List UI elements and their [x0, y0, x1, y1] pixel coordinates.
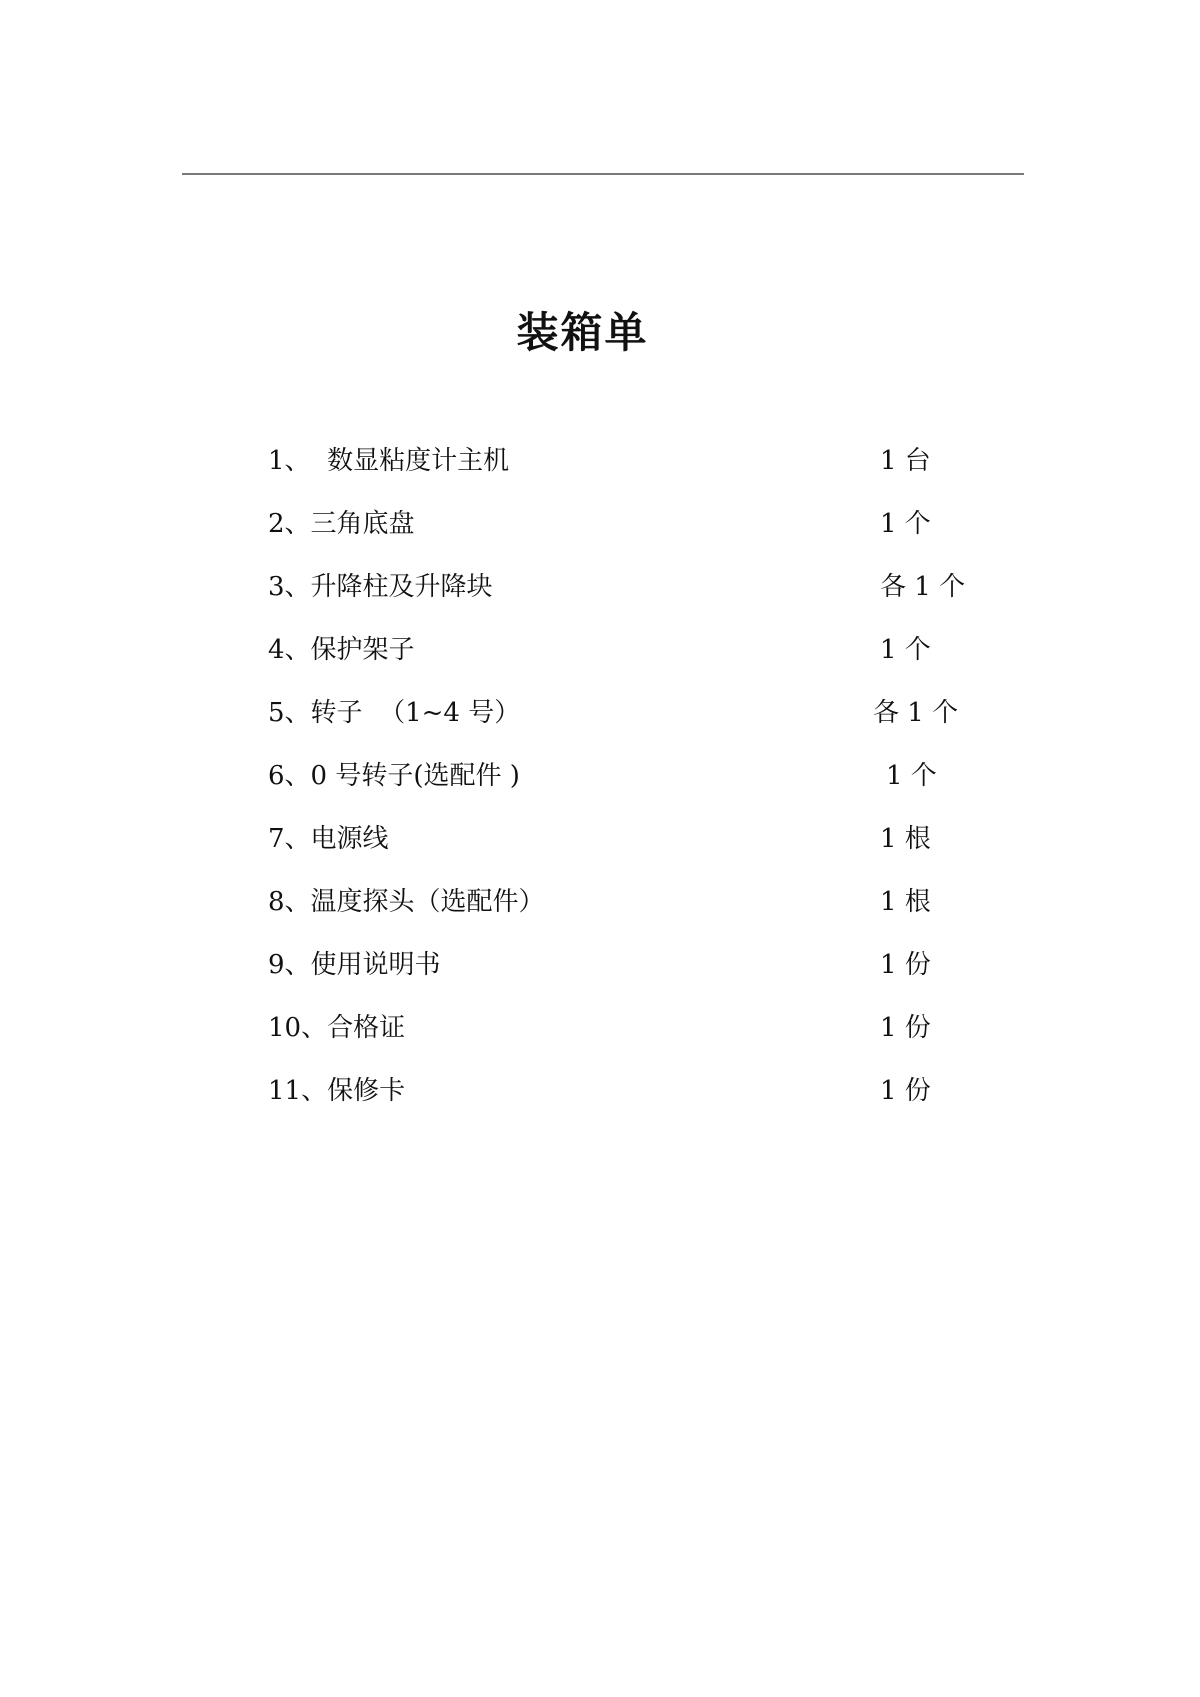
list-item: [0, 441, 1200, 481]
item-name: 1、 数显粘度计主机: [268, 446, 510, 476]
item-quantity: 1 个: [880, 509, 931, 539]
item-quantity: 1 个: [880, 635, 931, 665]
item-quantity: 1 台: [880, 446, 931, 476]
list-item: [0, 693, 1200, 733]
item-quantity: 1 个: [886, 761, 937, 791]
item-quantity: 1 份: [880, 1013, 931, 1043]
item-quantity: 各 1 个: [880, 572, 966, 602]
list-item: [0, 945, 1200, 985]
item-name: 9、使用说明书: [268, 950, 441, 980]
item-quantity: 1 份: [880, 1076, 931, 1106]
list-item: [0, 882, 1200, 922]
item-quantity: 1 根: [880, 887, 931, 917]
page-title: 装箱单: [516, 308, 649, 357]
list-item: [0, 756, 1200, 796]
list-item: [0, 504, 1200, 544]
item-name: 3、升降柱及升降块: [268, 572, 493, 602]
list-item: [0, 1071, 1200, 1111]
item-name: 5、转子 （1~4 号）: [268, 698, 521, 728]
item-name: 4、保护架子: [268, 635, 415, 665]
item-name: 8、温度探头（选配件）: [268, 887, 545, 917]
item-name: 6、0 号转子(选配件 ): [268, 761, 520, 791]
list-item: [0, 1008, 1200, 1048]
item-quantity: 各 1 个: [873, 698, 959, 728]
list-item: [0, 630, 1200, 670]
item-quantity: 1 根: [880, 824, 931, 854]
item-name: 7、电源线: [268, 824, 389, 854]
list-item: [0, 819, 1200, 859]
item-name: 2、三角底盘: [268, 509, 415, 539]
item-name: 10、合格证: [268, 1013, 406, 1043]
list-item: [0, 567, 1200, 607]
item-name: 11、保修卡: [268, 1076, 406, 1106]
item-quantity: 1 份: [880, 950, 931, 980]
